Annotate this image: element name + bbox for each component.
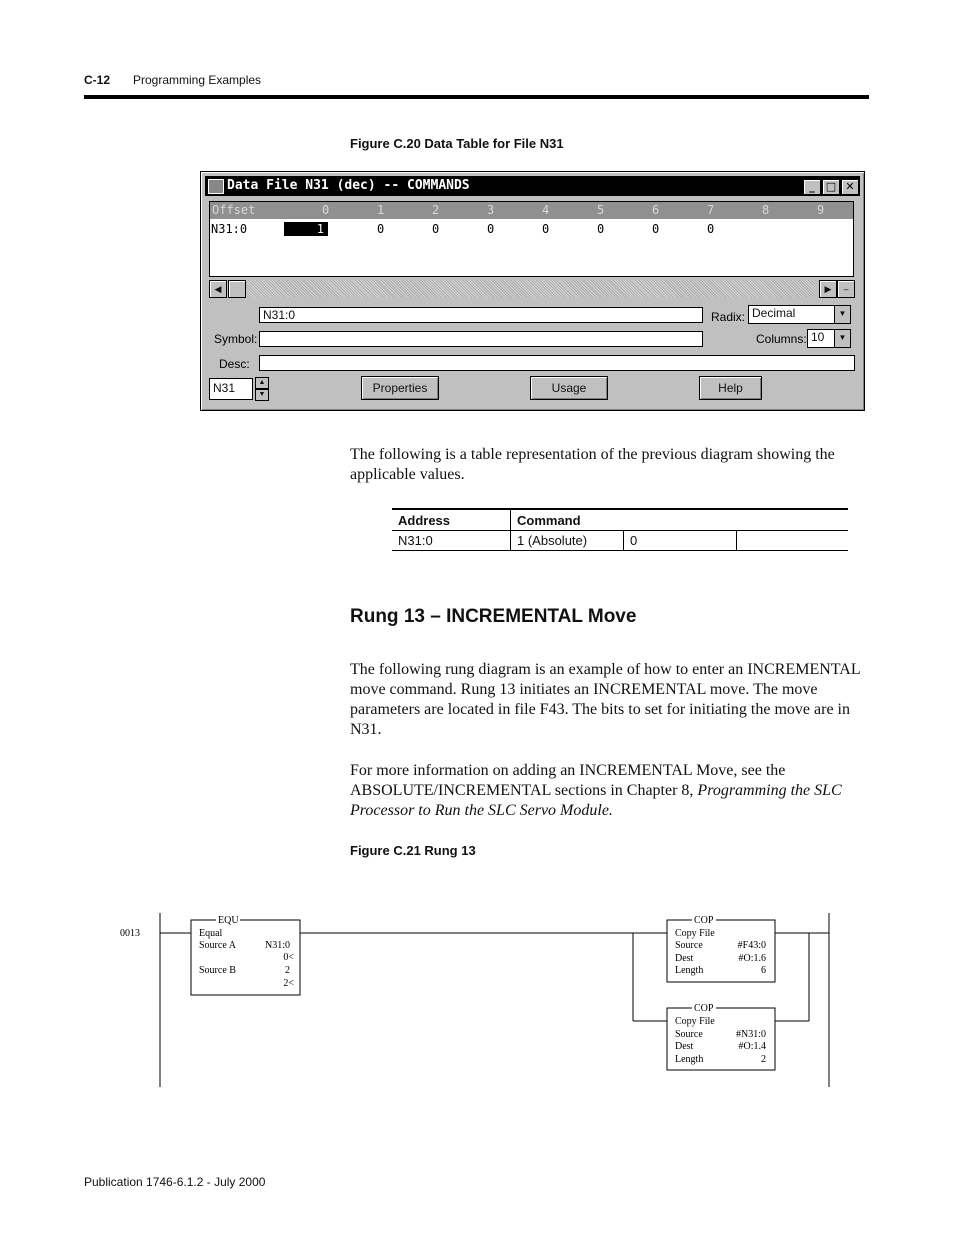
grid-col-header: 7	[707, 203, 715, 217]
values-table	[392, 508, 848, 551]
cop1-title: Copy File	[675, 928, 715, 939]
horizontal-scrollbar[interactable]	[209, 280, 854, 298]
symbol-field[interactable]	[259, 331, 703, 347]
equ-title: Equal	[199, 928, 223, 939]
table-cell: 1 (Absolute)	[511, 531, 624, 551]
table-header-command: Command	[511, 509, 849, 531]
cop2-dest-value: #O:1.4	[738, 1041, 766, 1052]
rung-description: The following rung diagram is an example of how to enter an INCREMENTAL move command. Rung 13 initiates an INCREMENTAL move. The move parameters are located in file F43. The bits to set for initiating the move are in N31.	[350, 661, 860, 738]
grid-cell[interactable]: 0	[487, 222, 495, 236]
grid-col-header: 2	[432, 203, 440, 217]
file-number-field[interactable]: N31	[209, 378, 253, 400]
grid-offset-label: Offset	[212, 203, 256, 217]
grid-header	[210, 202, 853, 219]
equ-source-b-data: 2<	[283, 978, 294, 989]
desc-field[interactable]	[259, 355, 855, 371]
grid-col-header: 9	[817, 203, 825, 217]
equ-source-a-label: Source A	[199, 940, 236, 951]
grid-cell[interactable]: 0	[652, 222, 660, 236]
radix-label: Radix:	[711, 310, 746, 324]
cop2-length-value: 2	[761, 1054, 766, 1065]
chevron-down-icon[interactable]: ▼	[834, 330, 850, 347]
cop2-length-label: Length	[675, 1054, 704, 1065]
equ-source-b-label: Source B	[199, 965, 236, 976]
cop2-source-value: #N31:0	[736, 1029, 766, 1040]
grid-col-header: 1	[377, 203, 385, 217]
grid-cell-selected[interactable]: 1	[284, 222, 328, 236]
header-rule	[84, 95, 869, 99]
cop2-dest-label: Dest	[675, 1041, 694, 1052]
grid-col-header: 6	[652, 203, 660, 217]
equ-source-b-value: 2	[285, 965, 290, 976]
usage-button[interactable]: Usage	[530, 376, 608, 400]
scroll-left-icon[interactable]: ◀	[209, 280, 227, 298]
table-cell: 0	[624, 531, 737, 551]
grid-cell[interactable]: 0	[432, 222, 440, 236]
grid-cell[interactable]: 0	[542, 222, 550, 236]
columns-value: 10	[811, 330, 825, 344]
scroll-track[interactable]	[247, 280, 815, 298]
radix-value: Decimal	[752, 306, 796, 320]
close-button[interactable]: ✕	[841, 179, 859, 195]
window-titlebar[interactable]	[205, 176, 860, 196]
figure-caption-c20: Figure C.20 Data Table for File N31	[350, 136, 564, 151]
columns-label: Columns:	[756, 332, 807, 346]
spin-up-icon[interactable]: ▲	[255, 377, 269, 389]
cop1-length-value: 6	[761, 965, 766, 976]
help-button[interactable]: Help	[699, 376, 762, 400]
grid-row-label: N31:0	[211, 222, 248, 236]
spin-down-icon[interactable]: ▼	[255, 389, 269, 401]
desc-label: Desc:	[219, 357, 250, 371]
grid-col-header: 0	[322, 203, 330, 217]
grid-col-header: 5	[597, 203, 605, 217]
grid-cell[interactable]: 0	[707, 222, 715, 236]
equ-source-a-value: N31:0	[265, 940, 290, 951]
grid-cell[interactable]: 0	[597, 222, 605, 236]
columns-select[interactable]	[807, 329, 851, 348]
section-name: Programming Examples	[133, 73, 262, 87]
ladder-rung-diagram	[100, 905, 840, 1095]
cop1-dest-label: Dest	[675, 953, 694, 964]
intro-paragraph: The following is a table representation of the previous diagram showing the applicable values.	[350, 446, 835, 483]
reference-paragraph	[350, 761, 870, 821]
cop2-source-label: Source	[675, 1029, 703, 1040]
data-grid[interactable]	[209, 201, 854, 277]
cop1-dest-value: #O:1.6	[738, 953, 766, 964]
scroll-thumb[interactable]	[228, 280, 246, 298]
equ-source-a-data: 0<	[283, 952, 294, 963]
grid-cell[interactable]: 0	[377, 222, 385, 236]
maximize-button[interactable]: □	[822, 179, 840, 195]
table-cell: N31:0	[392, 531, 511, 551]
cop1-length-label: Length	[675, 965, 704, 976]
properties-button[interactable]: Properties	[361, 376, 439, 400]
minimize-button[interactable]: _	[803, 179, 821, 195]
symbol-label: Symbol:	[214, 332, 258, 346]
cop1-name: COP	[694, 915, 714, 926]
rung-heading: Rung 13 – INCREMENTAL Move	[350, 606, 637, 627]
cop1-source-label: Source	[675, 940, 703, 951]
chevron-down-icon[interactable]: ▼	[834, 306, 850, 323]
page-number: C-12	[84, 73, 111, 87]
publication-footer: Publication 1746-6.1.2 - July 2000	[84, 1175, 266, 1189]
cop2-title: Copy File	[675, 1016, 715, 1027]
radix-select[interactable]	[748, 305, 851, 324]
table-header-address: Address	[392, 509, 511, 531]
cop2-name: COP	[694, 1003, 714, 1014]
grid-col-header: 4	[542, 203, 550, 217]
table-row	[392, 531, 848, 551]
window-title: Data File N31 (dec) -- COMMANDS	[227, 178, 470, 193]
grid-col-header: 3	[487, 203, 495, 217]
rung-number: 0013	[120, 928, 140, 939]
reference-text: For more information on adding an INCREMENTAL Move, see the ABSOLUTE/INCREMENTAL sections in Chapter 8,	[350, 762, 786, 799]
window-app-icon	[208, 179, 224, 194]
reference-italic: Programming the SLC Processor to Run the SLC Servo Module.	[350, 782, 842, 819]
address-field[interactable]: N31:0	[259, 307, 703, 323]
equ-name: EQU	[218, 915, 239, 926]
grid-col-header: 8	[762, 203, 770, 217]
split-minus-icon[interactable]: –	[837, 280, 855, 298]
scroll-right-icon[interactable]: ▶	[819, 280, 837, 298]
table-cell	[737, 531, 849, 551]
cop1-source-value: #F43:0	[737, 940, 766, 951]
data-file-window	[200, 171, 865, 411]
figure-caption-c21: Figure C.21 Rung 13	[350, 843, 476, 858]
